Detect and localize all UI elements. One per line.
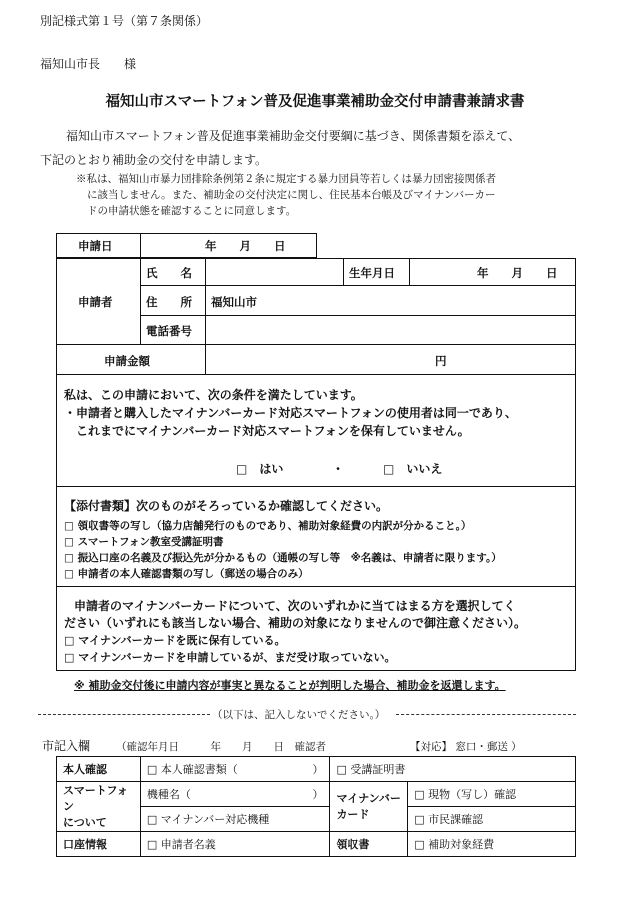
dashed-divider-left — [38, 714, 210, 715]
intro-line-2: 下記のとおり補助金の交付を申請します。 — [40, 153, 268, 167]
account-info-label: 口座情報 — [57, 832, 141, 857]
amount-label: 申請金額 — [104, 354, 150, 368]
name-label: 氏 名 — [146, 266, 192, 280]
form-number: 別記様式第１号（第７条関係） — [40, 14, 209, 28]
course-certificate-check[interactable]: □ 受講証明書 — [330, 757, 576, 782]
mynumber-card-label-line-1: マイナンバー — [336, 791, 401, 805]
divider — [56, 586, 576, 587]
eligible-cost-check[interactable]: □ 補助対象経費 — [408, 832, 576, 857]
divider — [140, 258, 141, 344]
divider — [409, 258, 410, 285]
office-response: 【対応】 窓口・郵送 ） — [410, 741, 522, 753]
yes-checkbox[interactable]: □ はい — [236, 462, 284, 476]
mynumber-card-label-line-2: カード — [336, 807, 370, 821]
identity-document-check[interactable] — [140, 757, 330, 782]
smartphone-label — [57, 782, 141, 832]
office-meta: （確認年月日 年 月 日 確認者 — [116, 741, 326, 753]
consent-note-line-1: ※私は、福知山市暴力団排除条例第２条に規定する暴力団員等若しくは暴力団密接関係者 — [76, 173, 496, 185]
no-checkbox[interactable]: □ いいえ — [383, 462, 443, 476]
divider — [140, 233, 141, 258]
separator-dot: ・ — [332, 462, 345, 476]
refund-note: ※ 補助金交付後に申請内容が事実と異なることが判明した場合、補助金を返還します。 — [74, 679, 506, 692]
mynumber-card-label — [330, 782, 408, 832]
mynumber-option[interactable]: □ マイナンバーカードを申請しているが、まだ受け取っていない。 — [64, 651, 396, 664]
divider — [343, 258, 344, 285]
address-field[interactable]: 福知山市 — [211, 295, 257, 309]
model-name-label: 機種名（ — [146, 788, 191, 801]
attachment-item[interactable]: □ 振込口座の名義及び振込先が分かるもの（通帳の写し等 ※名義は、申請者に限ります。） — [64, 552, 502, 564]
condition-line-2: ・申請者と購入したマイナンバーカード対応スマートフォンの使用者は同一であり、 — [64, 406, 517, 420]
model-name-field[interactable] — [140, 782, 330, 807]
amount-field[interactable]: 円 — [435, 354, 447, 368]
condition-line-3: これまでにマイナンバーカード対応スマートフォンを保有していません。 — [76, 424, 470, 438]
condition-line-1: 私は、この申請において、次の条件を満たしています。 — [64, 388, 363, 402]
smartphone-label-line-2: について — [63, 815, 107, 829]
applicant-label: 申請者 — [78, 295, 113, 309]
document-title: 福知山市スマートフォン普及促進事業補助金交付申請書兼請求書 — [105, 94, 525, 110]
mynumber-line-1: 申請者のマイナンバーカードについて、次のいずれかに当てはまる方を選択してく — [74, 599, 516, 613]
attachment-item[interactable]: □ 領収書等の写し（協力店舗発行のものであり、補助対象経費の内訳が分かること。） — [64, 520, 472, 532]
mynumber-line-2: ださい（いずれにも該当しない場合、補助の対象になりませんので御注意ください）。 — [64, 616, 527, 630]
divider — [56, 374, 576, 375]
dashed-divider-right — [396, 714, 576, 715]
birthdate-field[interactable]: 年 月 日 — [477, 266, 558, 280]
receipt-label: 領収書 — [330, 832, 408, 857]
intro-line-1: 福知山市スマートフォン普及促進事業補助金交付要綱に基づき、関係書類を添えて、 — [66, 129, 521, 143]
paren-close: ） — [312, 788, 324, 801]
application-date-label: 申請日 — [78, 239, 113, 253]
physical-copy-check[interactable]: □ 現物（写し）確認 — [408, 782, 576, 807]
addressee: 福知山市長 様 — [40, 57, 137, 71]
office-heading: 市記入欄 — [42, 739, 91, 753]
birthdate-label: 生年月日 — [349, 266, 395, 280]
office-use-table — [56, 756, 576, 857]
mynumber-compatible-check[interactable]: □ マイナンバー対応機種 — [140, 807, 330, 832]
address-label: 住 所 — [146, 295, 192, 309]
phone-label: 電話番号 — [146, 324, 192, 338]
phone-input[interactable] — [206, 316, 575, 343]
office-use-divider-text: （以下は、記入しないでください。） — [212, 709, 386, 721]
divider — [56, 344, 576, 345]
application-date-field[interactable]: 年 月 日 — [205, 239, 286, 253]
mynumber-option[interactable]: □ マイナンバーカードを既に保有している。 — [64, 634, 286, 647]
attachments-heading: 【添付書類】次のものがそろっているか確認してください。 — [64, 499, 389, 513]
consent-note-line-3: ドの申請状態を確認することに同意します。 — [87, 205, 297, 217]
attachment-item[interactable]: □ スマートフォン教室受講証明書 — [64, 536, 224, 548]
divider — [56, 486, 576, 487]
citizen-division-check[interactable]: □ 市民課確認 — [408, 807, 576, 832]
identity-check-label: 本人確認 — [57, 757, 141, 782]
attachment-item[interactable]: □ 申請者の本人確認書類の写し（郵送の場合のみ） — [64, 568, 309, 580]
identity-document-label: □ 本人確認書類（ — [146, 763, 238, 776]
applicant-name-check[interactable]: □ 申請者名義 — [140, 832, 330, 857]
smartphone-label-line-1: スマートフォン — [63, 783, 128, 813]
consent-note-line-2: に該当しません。また、補助金の交付決定に関し、住民基本台帳及びマイナンバーカー — [87, 189, 496, 201]
paren-close: ） — [312, 763, 324, 776]
name-input[interactable] — [206, 259, 342, 284]
